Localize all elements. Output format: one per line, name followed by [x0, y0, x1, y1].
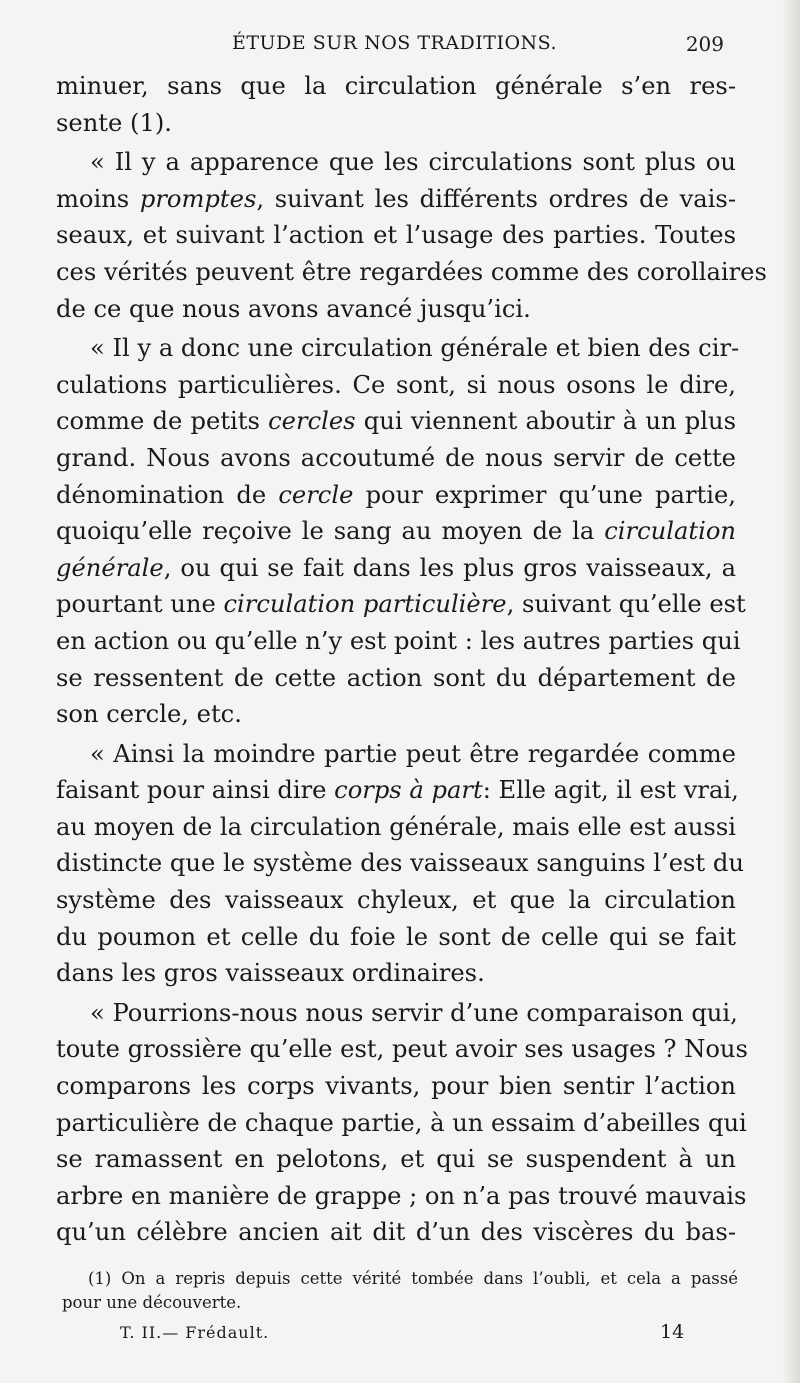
footnote-line: pour une découverte. — [62, 1293, 242, 1312]
text-line: grand. Nous avons accoutumé de nous servir de cette — [56, 443, 736, 472]
footnote-line: (1) On a repris depuis cette vérité tombée dans l’oubli, et cela a passé — [88, 1269, 738, 1288]
text-line: son cercle, etc. — [56, 700, 242, 729]
page-number: 209 — [685, 32, 724, 56]
signature-line — [62, 1321, 685, 1349]
text-line: quoiqu’elle reçoive le sang au moyen de la circulation — [56, 517, 736, 546]
page-edge-shadow — [782, 0, 800, 1383]
text-line: dénomination de cercle pour exprimer qu’une partie, — [56, 480, 736, 509]
italic-term: circulation particulière — [223, 590, 507, 619]
text-line: minuer, sans que la circulation générale s’en res- — [56, 72, 736, 100]
text-line: dans les gros vaisseaux ordinaires. — [56, 959, 485, 988]
text-line: se ramassent en pelotons, et qui se suspendent à un — [56, 1145, 736, 1174]
text-line: pourtant une circulation particulière, suivant qu’elle est — [56, 590, 746, 619]
text-line: de ce que nous avons avancé jusqu’ici. — [56, 294, 531, 323]
italic-term: générale — [56, 553, 164, 582]
text-line: au moyen de la circulation générale, mais elle est aussi — [56, 812, 736, 841]
text-line: arbre en manière de grappe ; on n’a pas trouvé mauvais — [56, 1181, 747, 1210]
text-line: distincte que le système des vaisseaux sanguins l’est du — [56, 849, 744, 878]
text-line: particulière de chaque partie, à un essaim d’abeilles qui — [56, 1108, 747, 1137]
footnote — [62, 1267, 738, 1315]
text-line: ces vérités peuvent être regardées comme des corollaires — [56, 257, 767, 286]
text-line: sente (1). — [56, 108, 172, 137]
running-title: ÉTUDE SUR NOS TRADITIONS. — [232, 32, 558, 54]
text-line: culations particulières. Ce sont, si nous osons le dire, — [56, 370, 736, 399]
italic-term: corps à part — [334, 776, 483, 805]
page-header — [60, 32, 728, 62]
italic-term: cercle — [278, 480, 354, 509]
italic-term: cercles — [268, 407, 356, 436]
text-line: se ressentent de cette action sont du département de — [56, 663, 736, 692]
text-line: seaux, et suivant l’action et l’usage des parties. Toutes — [56, 221, 736, 250]
body-text — [56, 68, 767, 1251]
text-line: toute grossière qu’elle est, peut avoir ses usages ? Nous — [56, 1035, 748, 1064]
text-line: comparons les corps vivants, pour bien sentir l’action — [56, 1072, 736, 1101]
text-line: qu’un célèbre ancien ait dit d’un des viscères du bas- — [56, 1218, 736, 1247]
italic-term: circulation — [604, 517, 736, 546]
text-line: comme de petits cercles qui viennent aboutir à un plus — [56, 407, 737, 436]
text-line: « Ainsi la moindre partie peut être regardée comme — [90, 739, 736, 768]
text-line: du poumon et celle du foie le sont de celle qui se fait — [56, 922, 736, 951]
signature-mark: T. II.— Frédault. — [120, 1323, 270, 1342]
text-line: faisant pour ainsi dire corps à part: Elle agit, il est vrai, — [56, 776, 739, 805]
text-line: « Il y a donc une circulation générale et bien des cir- — [90, 334, 740, 363]
signature-number: 14 — [660, 1321, 685, 1343]
text-line: système des vaisseaux chyleux, et que la circulation — [56, 886, 736, 915]
text-line: en action ou qu’elle n’y est point : les autres parties qui — [56, 626, 741, 655]
text-line: moins promptes, suivant les différents ordres de vais- — [56, 184, 736, 213]
text-line: générale, ou qui se fait dans les plus gros vaisseaux, a — [56, 553, 736, 582]
italic-term: promptes — [139, 184, 257, 213]
text-line: « Il y a apparence que les circulations sont plus ou — [90, 148, 736, 177]
text-line: « Pourrions-nous nous servir d’une comparaison qui, — [90, 998, 738, 1027]
